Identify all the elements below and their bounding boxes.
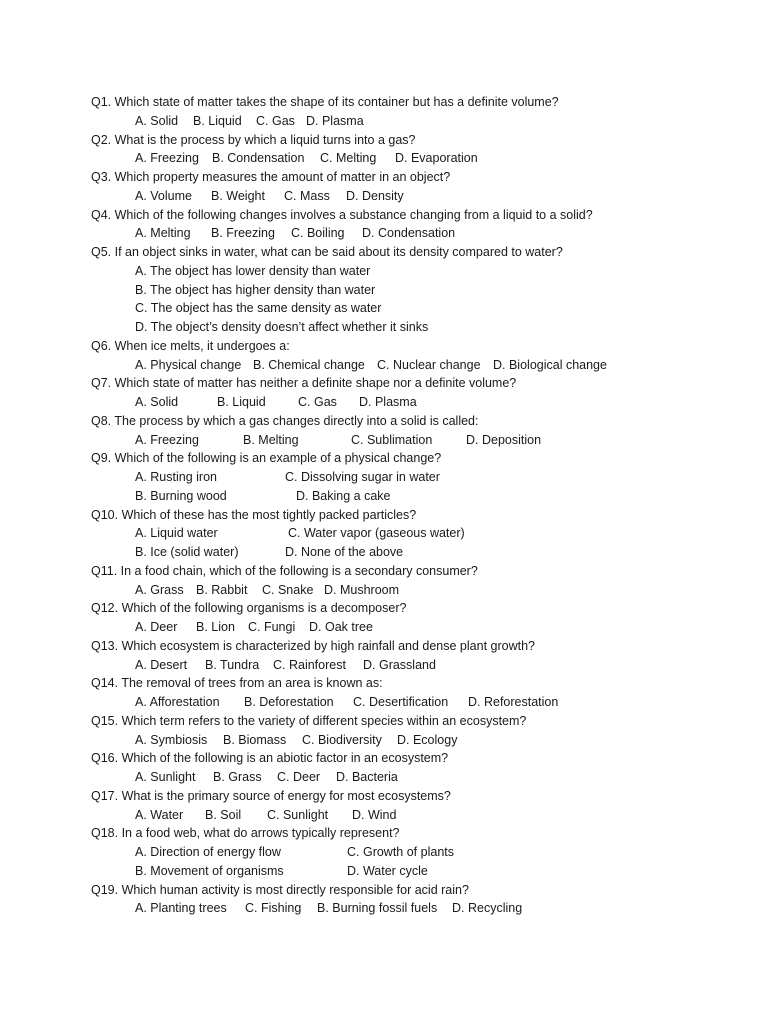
- answer-option: C. Deer: [277, 770, 321, 784]
- answer-option: D. Grassland: [363, 657, 436, 672]
- answer-option: D. Plasma: [306, 113, 364, 128]
- answer-option: D. Ecology: [397, 732, 458, 747]
- answer-option: D. Bacteria: [336, 770, 398, 784]
- answer-option: D. Biological change: [493, 357, 607, 372]
- answer-option: A. Physical change: [135, 357, 242, 372]
- answer-option: B. Burning fossil fuels: [317, 901, 438, 916]
- question-text: Q8. The process by which a gas changes directly into a solid is called:: [91, 413, 479, 428]
- answer-option: A. Planting trees: [135, 901, 227, 916]
- answer-option: C. Gas: [298, 395, 337, 409]
- answer-option: C. Dissolving sugar in water: [285, 470, 440, 484]
- question-text: Q1. Which state of matter takes the shape of its container but has a definite volume?: [91, 95, 559, 109]
- answer-option: A. Direction of energy flow: [135, 845, 281, 859]
- question-text: Q15. Which term refers to the variety of different species within an ecosystem?: [91, 713, 527, 728]
- answer-option: A. Solid: [135, 395, 179, 409]
- answer-option: A. Sunlight: [135, 770, 196, 784]
- answer-option: D. Evaporation: [395, 151, 478, 166]
- answer-option: D. Oak tree: [309, 620, 373, 634]
- answer-option: C. Rainforest: [273, 657, 346, 672]
- answer-option: D. Reforestation: [468, 695, 559, 709]
- answer-option: B. Movement of organisms: [135, 863, 284, 878]
- answer-option: D. Wind: [352, 807, 397, 822]
- answer-option: B. The object has higher density than water: [135, 282, 376, 297]
- question-text: Q13. Which ecosystem is characterized by high rainfall and dense plant growth?: [91, 638, 535, 653]
- answer-option: C. Snake: [262, 582, 314, 597]
- answer-option: D. Deposition: [466, 432, 542, 447]
- answer-option: C. Biodiversity: [302, 732, 382, 747]
- answer-option: C. The object has the same density as water: [135, 301, 382, 316]
- answer-option: B. Condensation: [212, 151, 305, 166]
- answer-option: B. Melting: [243, 432, 299, 447]
- answer-option: D. None of the above: [285, 545, 404, 559]
- answer-option: A. Solid: [135, 113, 179, 128]
- answer-option: A. Afforestation: [135, 695, 220, 709]
- question-text: Q14. The removal of trees from an area is known as:: [91, 676, 383, 691]
- answer-option: B. Lion: [196, 620, 235, 634]
- answer-option: A. Freezing: [135, 151, 199, 166]
- answer-option: A. The object has lower density than water: [135, 263, 371, 278]
- question-text: Q12. Which of the following organisms is a decomposer?: [91, 601, 407, 616]
- answer-option: B. Chemical change: [253, 357, 365, 372]
- question-text: Q7. Which state of matter has neither a definite shape nor a definite volume?: [91, 376, 517, 391]
- question-text: Q6. When ice melts, it undergoes a:: [91, 338, 290, 353]
- question-text: Q11. In a food chain, which of the following is a secondary consumer?: [91, 563, 478, 578]
- answer-option: C. Water vapor (gaseous water): [288, 526, 465, 541]
- answer-option: A. Water: [135, 807, 184, 822]
- answer-option: C. Sunlight: [267, 807, 329, 822]
- answer-option: B. Liquid: [193, 113, 242, 128]
- answer-option: B. Liquid: [217, 395, 266, 409]
- answer-option: B. Weight: [211, 188, 265, 203]
- answer-option: B. Soil: [205, 807, 242, 822]
- question-text: Q2. What is the process by which a liquid turns into a gas?: [91, 132, 416, 147]
- question-text: Q3. Which property measures the amount of matter in an object?: [91, 170, 451, 184]
- answer-option: B. Burning wood: [135, 488, 227, 503]
- answer-option: A. Freezing: [135, 432, 199, 447]
- question-text: Q17. What is the primary source of energy for most ecosystems?: [91, 788, 451, 803]
- question-text: Q10. Which of these has the most tightly packed particles?: [91, 507, 417, 522]
- question-text: Q18. In a food web, what do arrows typically represent?: [91, 826, 400, 841]
- answer-option: A. Grass: [135, 582, 184, 597]
- answer-option: A. Rusting iron: [135, 470, 217, 484]
- answer-option: A. Symbiosis: [135, 732, 208, 747]
- answer-option: A. Liquid water: [135, 526, 218, 541]
- answer-option: B. Biomass: [223, 732, 287, 747]
- answer-option: C. Fungi: [248, 620, 296, 634]
- answer-option: C. Sublimation: [351, 432, 433, 447]
- answer-option: C. Desertification: [353, 695, 449, 709]
- answer-option: B. Deforestation: [244, 695, 334, 709]
- question-text: Q9. Which of the following is an example of a physical change?: [91, 451, 442, 466]
- answer-option: D. Recycling: [452, 901, 523, 916]
- answer-option: A. Volume: [135, 188, 192, 203]
- answer-option: A. Melting: [135, 226, 191, 241]
- answer-option: D. Condensation: [362, 226, 456, 241]
- question-text: Q5. If an object sinks in water, what can be said about its density compared to water?: [91, 245, 563, 259]
- question-text: Q19. Which human activity is most directly responsible for acid rain?: [91, 882, 469, 897]
- answer-option: C. Melting: [320, 151, 377, 166]
- answer-option: D. Baking a cake: [296, 488, 391, 503]
- answer-option: B. Grass: [213, 770, 262, 784]
- answer-option: D. Plasma: [359, 395, 417, 409]
- answer-option: C. Nuclear change: [377, 357, 481, 372]
- answer-option: D. The object’s density doesn’t affect whether it sinks: [135, 320, 429, 334]
- answer-option: B. Ice (solid water): [135, 545, 239, 559]
- answer-option: C. Fishing: [245, 901, 302, 916]
- question-text: Q4. Which of the following changes involves a substance changing from a liquid to a solid?: [91, 207, 593, 222]
- answer-option: D. Water cycle: [347, 863, 428, 878]
- answer-option: D. Mushroom: [324, 582, 400, 597]
- answer-option: A. Deer: [135, 620, 178, 634]
- answer-option: A. Desert: [135, 657, 188, 672]
- answer-option: C. Boiling: [291, 226, 345, 241]
- answer-option: C. Gas: [256, 113, 295, 128]
- answer-option: C. Mass: [284, 188, 330, 203]
- answer-option: B. Freezing: [211, 226, 275, 241]
- answer-option: B. Tundra: [205, 657, 260, 672]
- answer-option: C. Growth of plants: [347, 845, 454, 859]
- question-text: Q16. Which of the following is an abiotic factor in an ecosystem?: [91, 751, 449, 766]
- answer-option: D. Density: [346, 188, 404, 203]
- answer-option: B. Rabbit: [196, 582, 248, 597]
